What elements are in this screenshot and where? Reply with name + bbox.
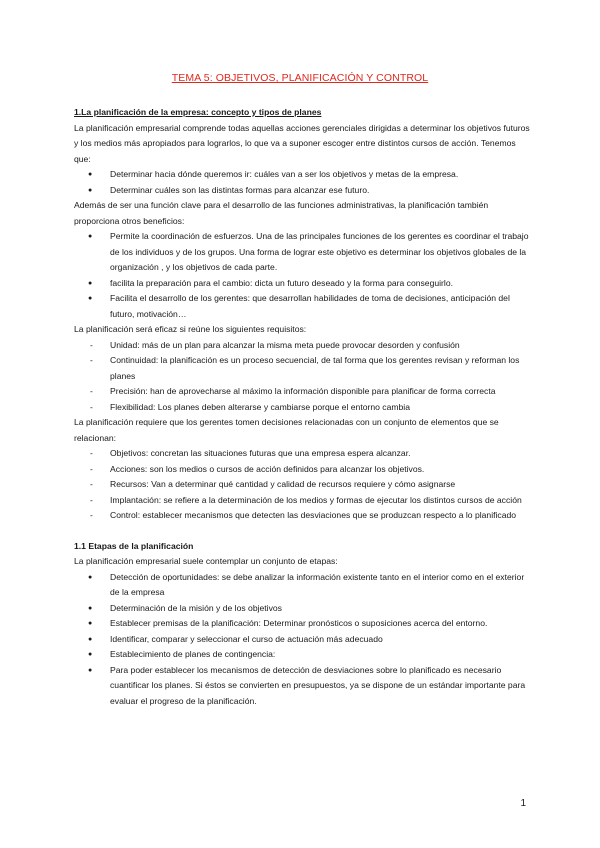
bullet-list	[74, 570, 534, 710]
list-item: - Precisión: han de aprovecharse al máximo la información disponible para planificar de forma correcta	[74, 384, 534, 400]
list-item: ● Detección de oportunidades: se debe analizar la información existente tanto en el interior como en el exterior de la empresa	[74, 570, 534, 601]
subsection-heading: 1.1 Etapas de la planificación	[74, 540, 194, 551]
document-body	[74, 105, 534, 709]
list-item: ● facilita la preparación para el cambio: dicta un futuro deseado y la forma para conseguirlo.	[74, 276, 534, 292]
list-item: ● Identificar, comparar y seleccionar el curso de actuación más adecuado	[74, 632, 534, 648]
document-title: TEMA 5: OBJETIVOS, PLANIFICACIÓN Y CONTROL	[171, 72, 429, 84]
list-item: - Continuidad: la planificación es un proceso secuencial, de tal forma que los gerentes revisan y reforman los planes	[74, 353, 534, 384]
list-item: ● Establecer premisas de la planificación: Determinar pronósticos o suposiciones acerca del entorno.	[74, 616, 534, 632]
paragraph: La planificación requiere que los gerentes tomen decisiones relacionadas con un conjunto de elementos que se relacionan:	[74, 417, 499, 443]
paragraph: Además de ser una función clave para el desarrollo de las funciones administrativas, la planificación también proporciona otros beneficios:	[74, 200, 489, 226]
list-item: - Flexibilidad: Los planes deben alterarse y cambiarse porque el entorno cambia	[74, 400, 534, 416]
list-item: - Unidad: más de un plan para alcanzar la misma meta puede provocar desorden y confusión	[74, 338, 534, 354]
list-item: ● Para poder establecer los mecanismos de detección de desviaciones sobre lo planificado es necesario cuantificar los planes. Si éstos se convierten en presupuestos, ya se dispone de un estándar importante para evaluar el progreso de la planificación.	[74, 663, 534, 710]
list-item: ● Determinar hacia dónde queremos ir: cuáles van a ser los objetivos y metas de la empresa.	[74, 167, 534, 183]
list-item: - Implantación: se refiere a la determinación de los medios y formas de ejecutar los distintos cursos de acción	[74, 493, 534, 509]
page-number: 1	[520, 798, 526, 809]
list-item: - Acciones: son los medios o cursos de acción definidos para alcanzar los objetivos.	[74, 462, 534, 478]
list-item: ● Establecimiento de planes de contingencia:	[74, 647, 534, 663]
list-item: - Control: establecer mecanismos que detecten las desviaciones que se produzcan respecto a lo planificado	[74, 508, 534, 524]
paragraph: La planificación será eficaz si reúne los siguientes requisitos:	[74, 324, 307, 334]
list-item: ● Facilita el desarrollo de los gerentes: que desarrollan habilidades de toma de decisiones, anticipación del futuro, motivación…	[74, 291, 534, 322]
dash-list	[74, 338, 534, 416]
dash-list	[74, 446, 534, 524]
paragraph: La planificación empresarial suele contemplar un conjunto de etapas:	[74, 556, 338, 566]
list-item: - Objetivos: concretan las situaciones futuras que una empresa espera alcanzar.	[74, 446, 534, 462]
bullet-list	[74, 167, 534, 198]
list-item: ● Determinación de la misión y de los objetivos	[74, 601, 534, 617]
bullet-list	[74, 229, 534, 322]
list-item: ● Determinar cuáles son las distintas formas para alcanzar ese futuro.	[74, 183, 534, 199]
paragraph: La planificación empresarial comprende todas aquellas acciones gerenciales dirigidas a determinar los objetivos futuros y los medios más apropiados para lograrlos, lo que va a suponer escoger entre distintos cursos de acción. Tenemos que:	[74, 122, 530, 164]
list-item: ● Permite la coordinación de esfuerzos. Una de las principales funciones de los gerentes es coordinar el trabajo de los individuos y de los grupos. Una forma de lograr este objetivo es determinar los objetivos globales de la organización , y los objetivos de cada parte.	[74, 229, 534, 276]
list-item: - Recursos: Van a determinar qué cantidad y calidad de recursos requiere y cómo asignarse	[74, 477, 534, 493]
section-heading: 1.La planificación de la empresa: concepto y tipos de planes	[74, 107, 322, 117]
